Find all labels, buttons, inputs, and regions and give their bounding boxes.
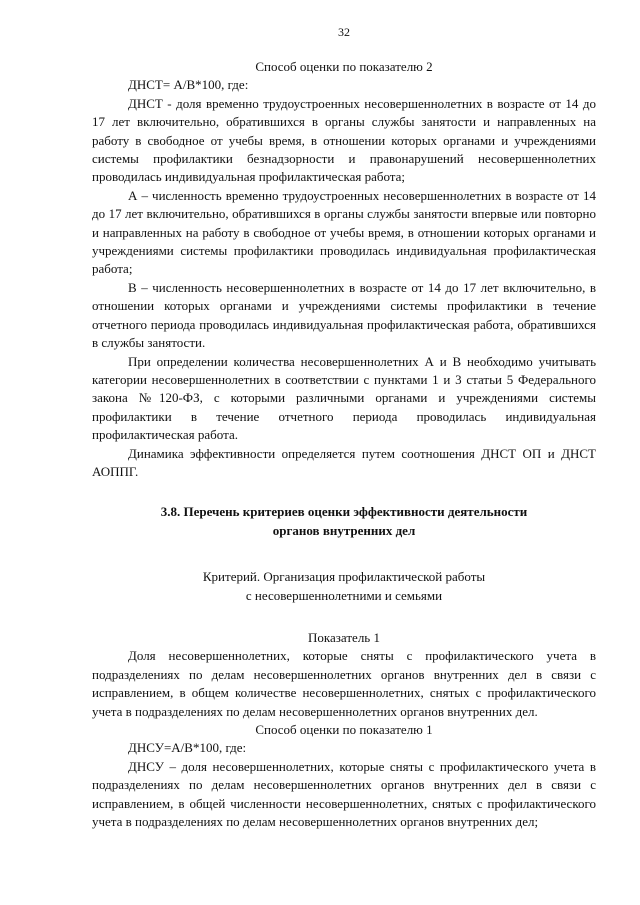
formula-1: ДНСУ=А/В*100, где: — [128, 740, 247, 756]
criterion-line1: Критерий. Организация профилактической работы — [202, 569, 486, 585]
formula-2: ДНСТ= А/В*100, где: — [128, 77, 249, 93]
method-title-2: Способ оценки по показателю 2 — [255, 59, 433, 74]
paragraph-dnsu-definition: ДНСУ – доля несовершеннолетних, которые сняты с профилактического учета в подразделениях по делам несовершеннолетних органов внутренних дел в связи с исправлением, в общей численности несовершеннолетних, снятых с профилактического учета в подразделениях по делам несовершеннолетних органов внутренних дел; — [92, 758, 596, 830]
document-page — [92, 24, 596, 831]
indicator-title: Показатель 1 — [308, 629, 380, 645]
paragraph-dnst-definition: ДНСТ - доля временно трудоустроенных несовершеннолетних в возрасте от 14 до 17 лет включительно, обратившихся в органы службы занятости и направленных на работу в свободное от учебы время, в отношении которых органами и учреждениями системы профилактики безнадзорности и правонарушений несовершеннолетних проводилась индивидуальная профилактическая работа; — [92, 95, 596, 185]
criterion-title — [92, 568, 596, 605]
section-heading-line1: 3.8. Перечень критериев оценки эффективности деятельности — [160, 504, 528, 520]
section-heading-line2: органов внутренних дел — [272, 522, 416, 538]
paragraph-b-definition: В – численность несовершеннолетних в возрасте от 14 до 17 лет включительно, в отношении которых органами и учреждениями системы профилактики в течение отчетного периода проводилась индивидуальная профилактическая работа, обратившихся в службы занятости. — [92, 279, 596, 351]
paragraph-counting-note: При определении количества несовершеннолетних А и В необходимо учитывать категории несовершеннолетних в соответствии с пунктами 1 и 3 статьи 5 Федерального закона №120-ФЗ, с которыми различными органами и учреждениями системы профилактики в течение отчетного периода проводилась индивидуальная профилактическая работа. — [92, 353, 596, 443]
paragraph-dynamics: Динамика эффективности определяется путем соотношения ДНСТ ОП и ДНСТ АОППГ. — [92, 445, 596, 479]
indicator-description: Доля несовершеннолетних, которые сняты с профилактического учета в подразделениях по делам несовершеннолетних органов внутренних дел в связи с исправлением, в общем количестве несовершеннолетних, снятых с профилактического учета в подразделениях по делам несовершеннолетних органов внутренних дел. — [92, 648, 596, 719]
section-heading — [92, 503, 596, 540]
paragraph-a-definition: А – численность временно трудоустроенных несовершеннолетних в возрасте от 14 до 17 лет включительно, обратившихся в органы службы занятости впервые или повторно и направленных на работу в свободное от учебы время, в отношении которых органами и учреждениями системы профилактики проводилась индивидуальная профилактическая работа; — [92, 187, 596, 277]
method-title-1: Способ оценки по показателю 1 — [255, 722, 433, 737]
criterion-line2: с несовершеннолетними и семьями — [245, 587, 443, 603]
page-number: 32 — [338, 25, 350, 39]
